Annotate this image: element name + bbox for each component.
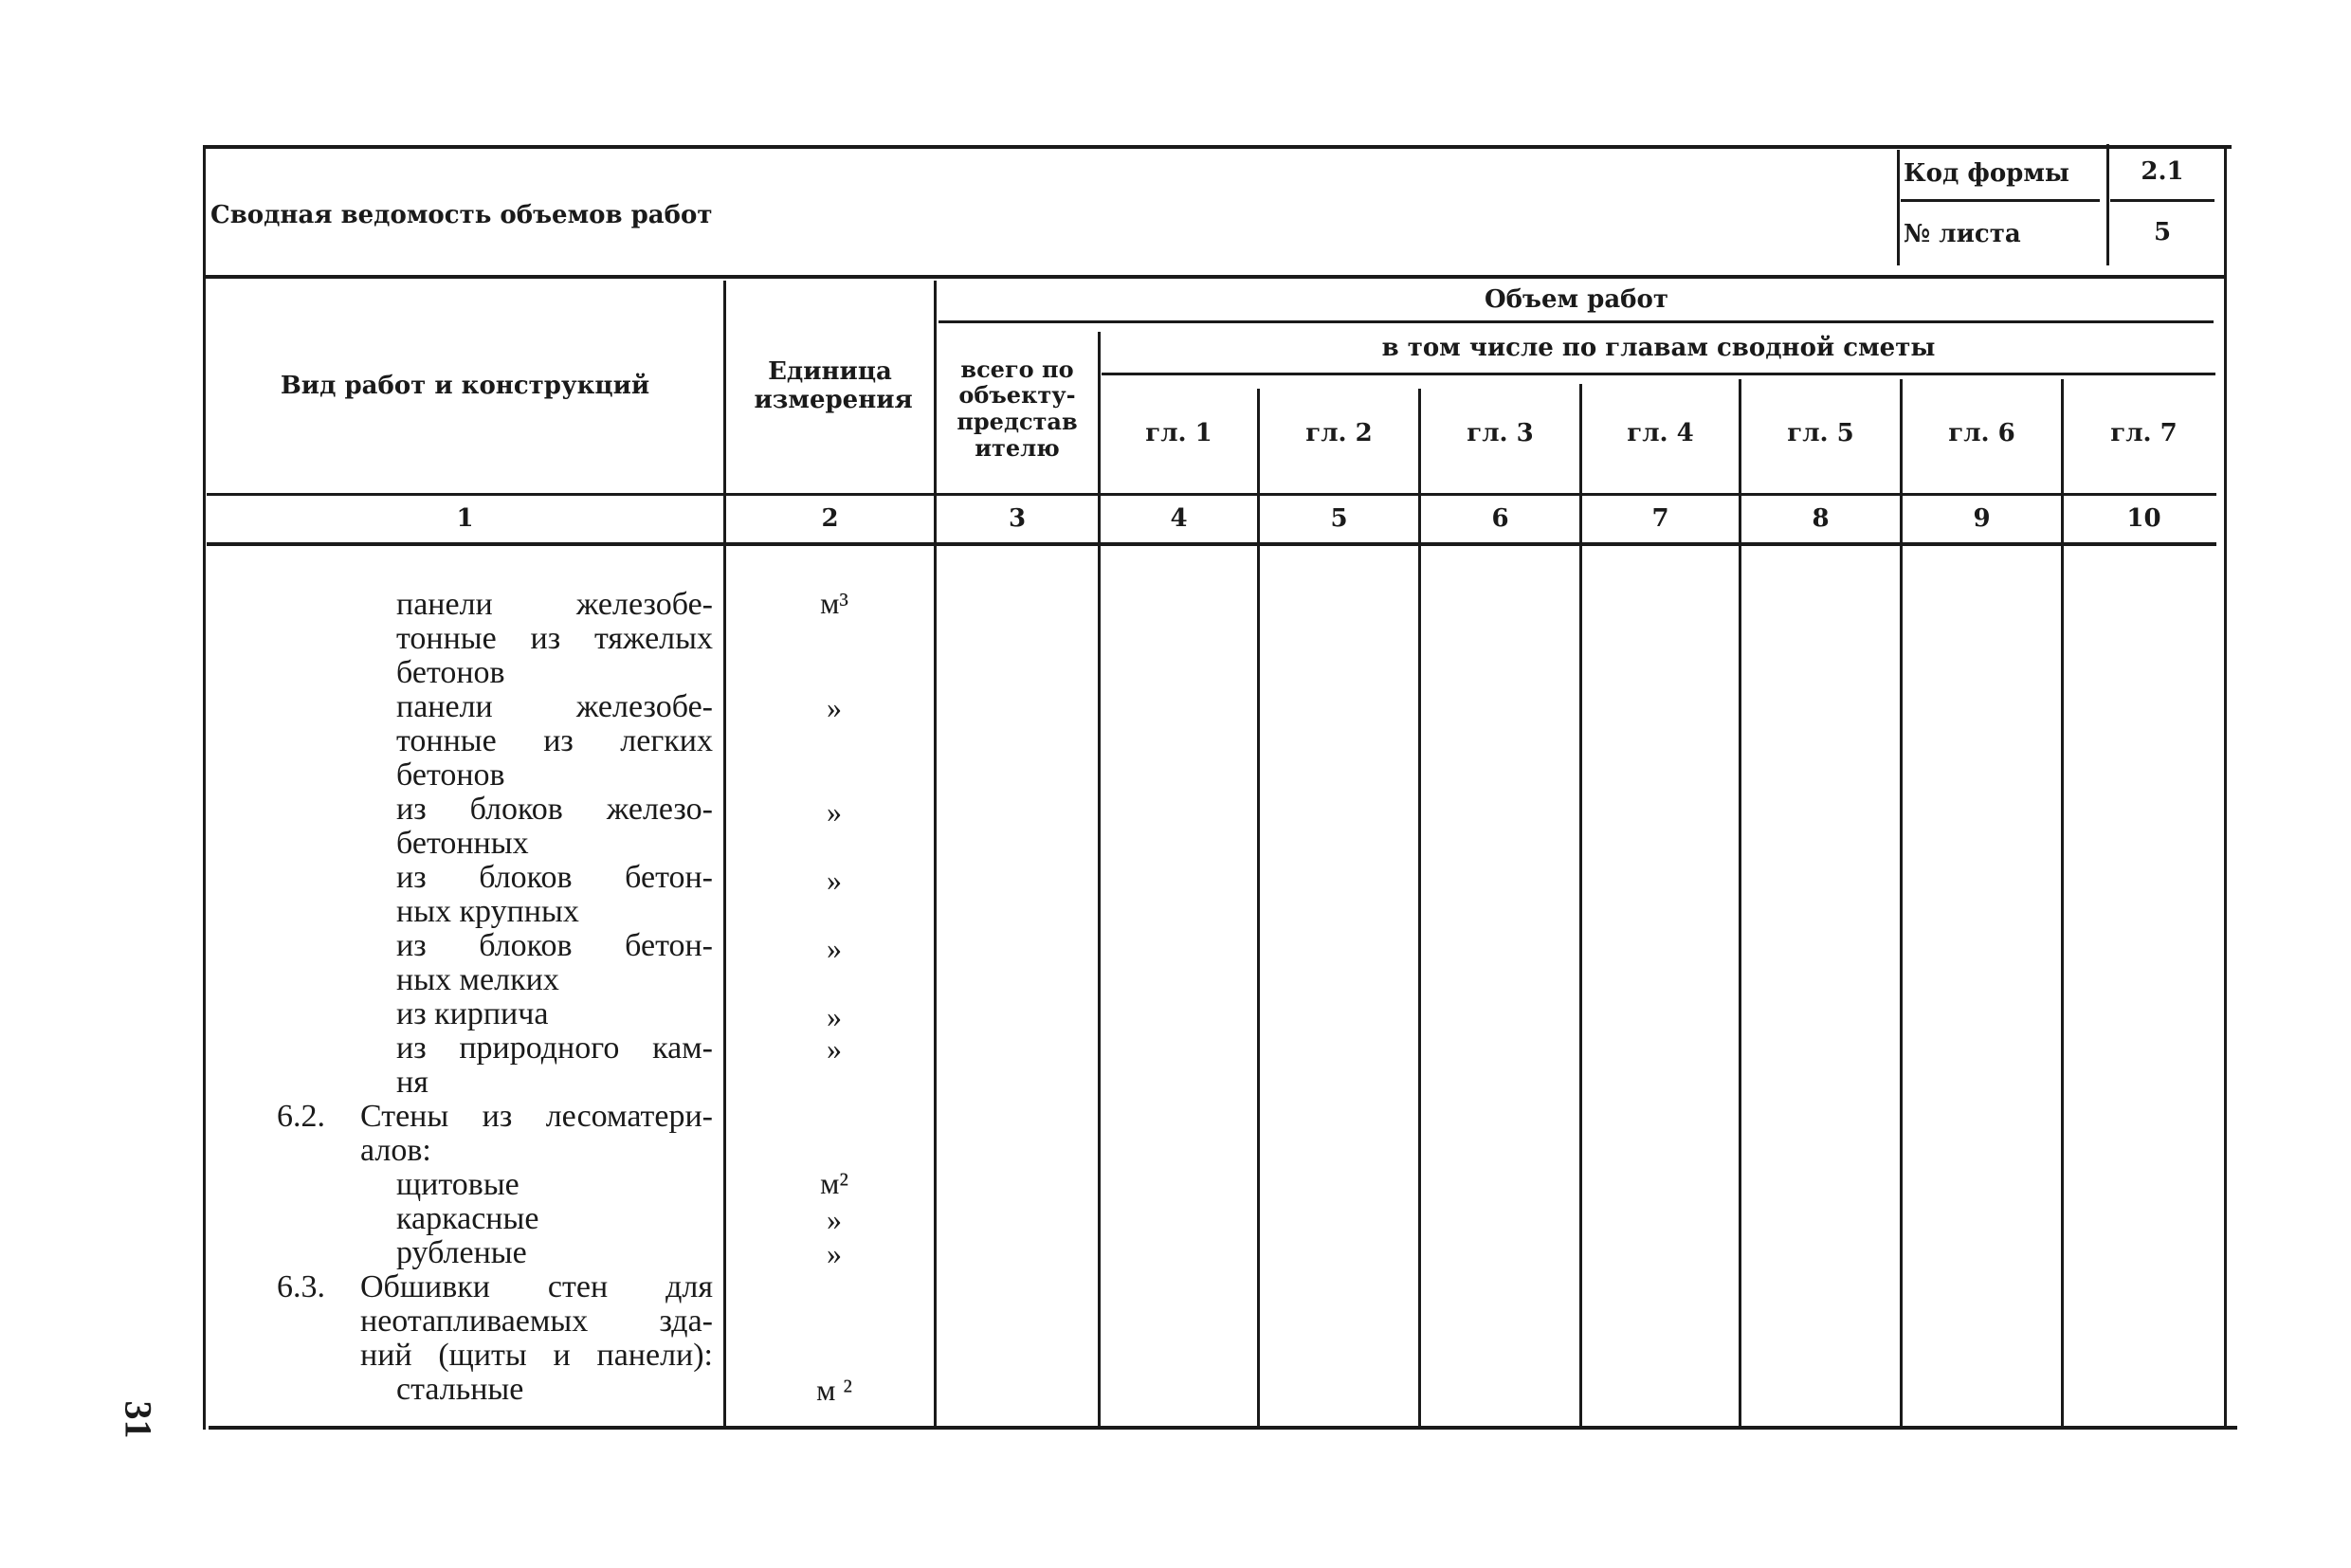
row-line: бетонных xyxy=(396,826,529,861)
row-line: щитовые xyxy=(396,1167,519,1202)
right-border xyxy=(2224,145,2227,1430)
form-value-row-line xyxy=(2110,199,2214,202)
row-line: рубленые xyxy=(396,1235,527,1270)
col-number-9: 9 xyxy=(1973,503,1991,533)
row-line: из блоков бетон- xyxy=(396,928,713,963)
row-unit: » xyxy=(827,863,842,897)
table-row xyxy=(396,690,713,793)
col-number-4: 4 xyxy=(1170,503,1188,533)
row-line: тонные из легких xyxy=(396,723,713,758)
col-number-3: 3 xyxy=(1008,503,1027,533)
row-line: стальные xyxy=(396,1372,524,1407)
col-number-1: 1 xyxy=(456,503,474,533)
row-line: панели железобе- xyxy=(396,689,713,724)
table-row xyxy=(396,1168,713,1202)
row-line: ных крупных xyxy=(396,894,579,929)
top-border xyxy=(203,145,2232,149)
col-header-volume: Объем работ xyxy=(1485,285,1668,315)
table-row xyxy=(396,793,713,861)
left-border xyxy=(203,145,206,1430)
col-header-unit xyxy=(726,281,934,493)
row-unit: » xyxy=(827,690,842,724)
table-row xyxy=(396,588,713,690)
row-unit: » xyxy=(827,1031,842,1066)
table-row xyxy=(396,1236,713,1270)
sheet-number-value: 5 xyxy=(2153,218,2172,246)
col-header-ch1: гл. 1 xyxy=(1145,419,1212,448)
row-unit: » xyxy=(827,931,842,965)
col-header-total-text: всего по объекту-представителю xyxy=(957,355,1078,462)
col-header-chapters-group: в том числе по главам сводной сметы xyxy=(1381,333,1936,362)
row-line: тонные из тяжелых xyxy=(396,621,713,656)
page-number: 31 xyxy=(117,1400,160,1439)
sheet-number-label: № листа xyxy=(1904,220,2021,248)
numbers-body-line xyxy=(207,542,2216,546)
row-line: бетонов xyxy=(396,757,505,793)
row-line: ний (щиты и панели): xyxy=(360,1338,713,1373)
row-unit: » xyxy=(827,1236,842,1270)
row-number: 6.3. xyxy=(277,1269,325,1304)
row-line: неотапливаемых зда- xyxy=(360,1304,713,1339)
table-row xyxy=(360,1100,713,1168)
row-unit: м² xyxy=(820,1166,848,1200)
row-line: каркасные xyxy=(396,1201,539,1236)
col-header-work-type: Вид работ и конструкций xyxy=(280,372,650,401)
row-line: панели железобе- xyxy=(396,587,713,622)
table-row xyxy=(396,1031,713,1100)
row-line: алов: xyxy=(360,1133,431,1168)
col-number-5: 5 xyxy=(1330,503,1348,533)
table-row xyxy=(396,1202,713,1236)
form-value-divider xyxy=(2106,144,2109,265)
table-row xyxy=(396,997,713,1031)
col-number-2: 2 xyxy=(821,503,839,533)
col-header-ch3: гл. 3 xyxy=(1467,419,1534,448)
bottom-border xyxy=(209,1426,2237,1430)
row-number: 6.2. xyxy=(277,1099,325,1134)
document-title: Сводная ведомость объемов работ xyxy=(210,201,713,229)
form-code-value: 2.1 xyxy=(2141,157,2184,186)
row-unit: » xyxy=(827,1202,842,1236)
col-header-unit-text: Единица измерения xyxy=(754,357,913,414)
col-number-7: 7 xyxy=(1651,503,1669,533)
row-line: из природного кам- xyxy=(396,1030,713,1066)
col-header-ch5: гл. 5 xyxy=(1787,419,1854,448)
table-row xyxy=(396,1373,713,1407)
col-header-ch6: гл. 6 xyxy=(1948,419,2015,448)
row-line: Стены из лесоматери- xyxy=(360,1099,713,1134)
form-code-divider xyxy=(1897,150,1900,265)
table-row xyxy=(360,1270,713,1373)
row-line: ня xyxy=(396,1065,428,1100)
form-code-row-line xyxy=(1901,199,2100,202)
row-line: из блоков бетон- xyxy=(396,860,713,895)
col-header-total xyxy=(937,324,1098,493)
row-line: бетонов xyxy=(396,655,505,690)
table-row xyxy=(396,929,713,997)
form-code-label: Код формы xyxy=(1904,159,2069,188)
col-number-8: 8 xyxy=(1812,503,1830,533)
row-unit: м ² xyxy=(816,1373,852,1407)
row-line: ных мелких xyxy=(396,962,559,997)
col-header-ch4: гл. 4 xyxy=(1627,419,1694,448)
row-line: Обшивки стен для xyxy=(360,1269,713,1304)
row-unit: м³ xyxy=(820,586,848,620)
row-line: из блоков железо- xyxy=(396,792,713,827)
header-bottom-line xyxy=(203,275,2227,279)
row-unit: » xyxy=(827,999,842,1033)
table-row xyxy=(396,861,713,929)
row-unit: » xyxy=(827,794,842,829)
col-header-ch7: гл. 7 xyxy=(2110,419,2178,448)
col-number-6: 6 xyxy=(1491,503,1509,533)
col-number-10: 10 xyxy=(2126,503,2161,533)
volume-group-line xyxy=(939,320,2214,323)
col-header-ch2: гл. 2 xyxy=(1305,419,1373,448)
row-line: из кирпича xyxy=(396,996,549,1031)
